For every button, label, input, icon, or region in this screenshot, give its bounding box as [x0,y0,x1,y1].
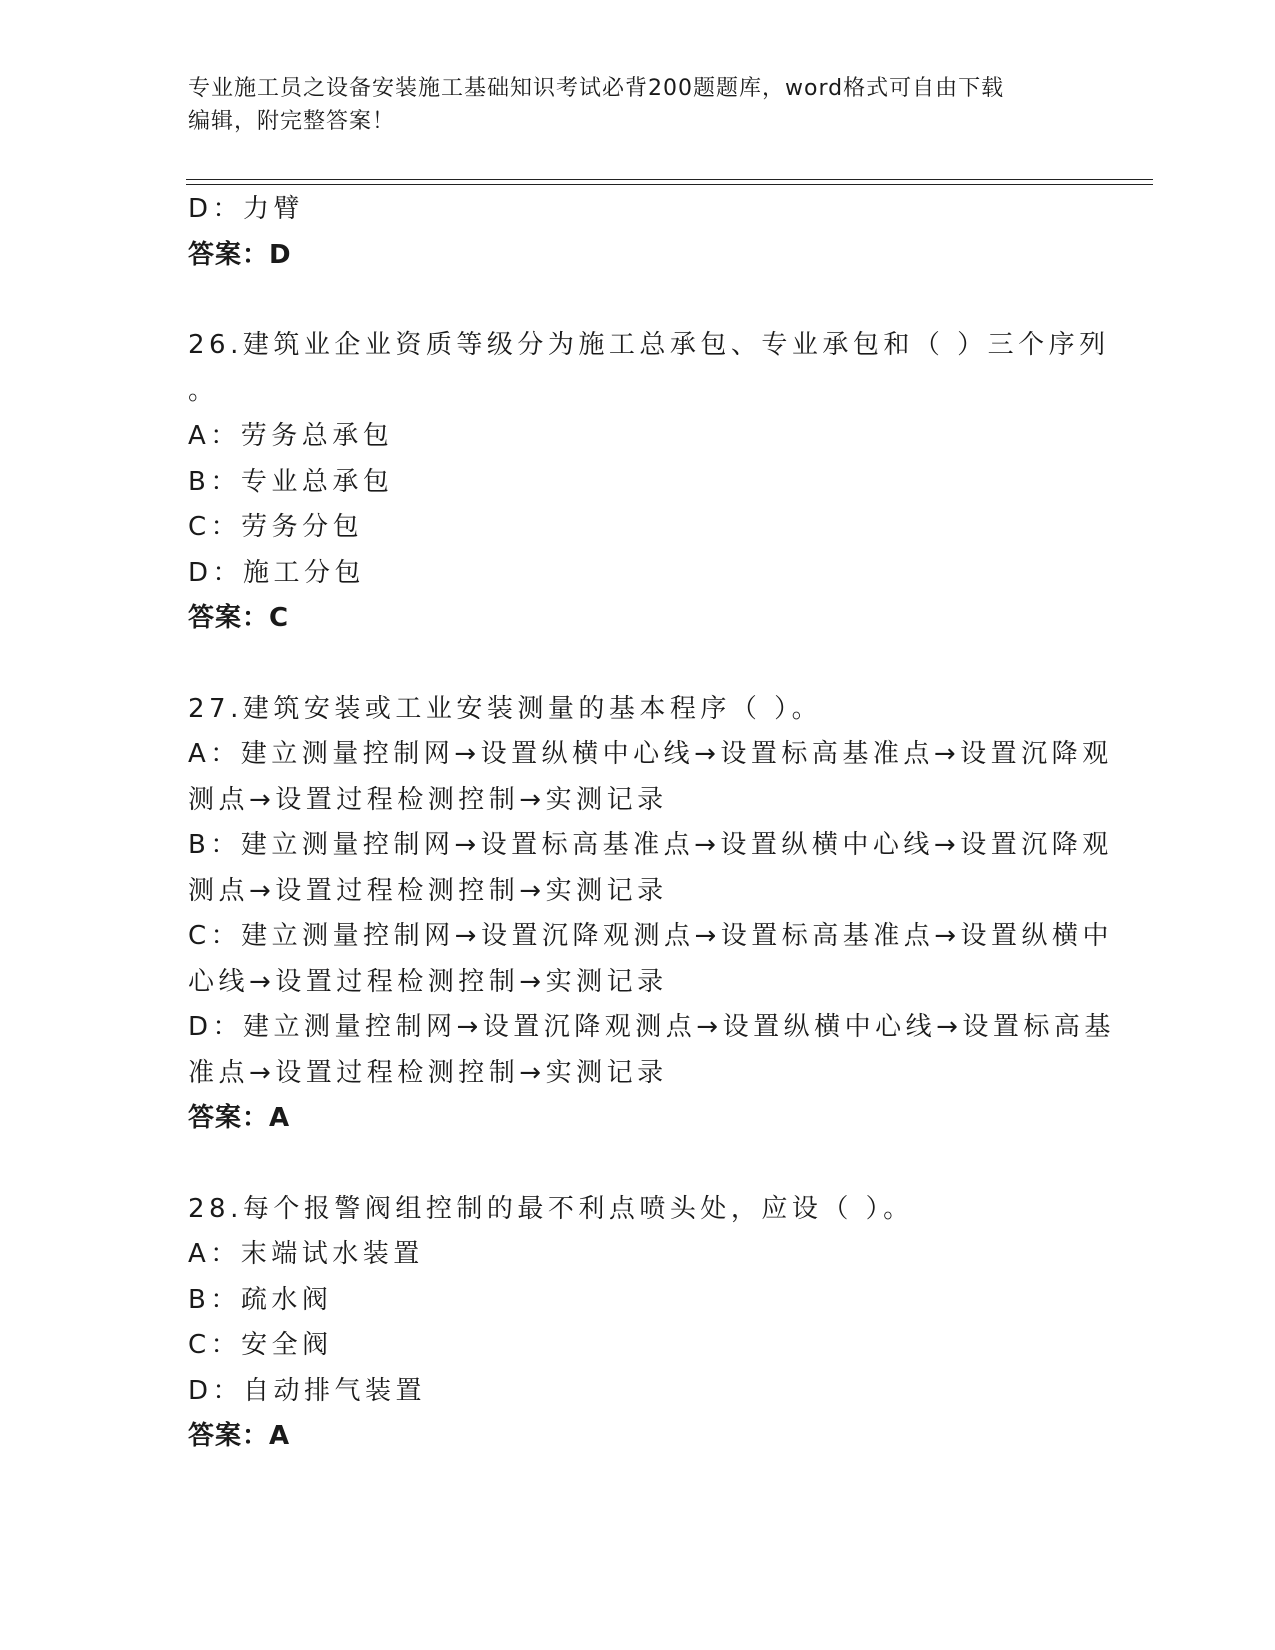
header-divider-top [186,179,1153,180]
prev-answer: 答案：D [188,239,292,270]
prev-option-d: D：力臂 [188,194,305,224]
q28-answer: 答案：A [188,1421,291,1451]
q26-option-a: A：劳务总承包 [188,421,394,451]
q28-option-b: B：疏水阀 [188,1284,333,1315]
q27-option-a-line1: A：建立测量控制网→设置纵横中心线→设置标高基准点→设置沉降观 [188,739,1113,769]
q27-option-c-line2: 心线→设置过程检测控制→实测记录 [188,966,668,997]
q27-option-c-line1: C：建立测量控制网→设置沉降观测点→设置标高基准点→设置纵横中 [188,921,1114,951]
q26-option-c: C：劳务分包 [188,512,364,542]
q27-option-a-line2: 测点→设置过程检测控制→实测记录 [188,784,668,815]
header-title-line2: 编辑，附完整答案！ [188,109,396,134]
q28-option-a: A：末端试水装置 [188,1239,424,1269]
q27-stem: 27.建筑安装或工业安装测量的基本程序（ ）。 [188,693,823,724]
q27-option-b-line2: 测点→设置过程检测控制→实测记录 [188,875,668,906]
spacer [188,278,1088,323]
header-title-line1: 专业施工员之设备安装施工基础知识考试必背200题题库，word格式可自由下载 [188,76,1005,101]
q26-stem-line2: 。 [188,375,219,406]
q26-stem-line1: 26.建筑业企业资质等级分为施工总承包、专业承包和（ ）三个序列 [188,330,1110,360]
q28-option-c: C：安全阀 [188,1330,333,1360]
document-header [188,72,1068,138]
q27-answer: 答案：A [188,1103,291,1133]
q28-option-d: D：自动排气装置 [188,1375,427,1406]
q27-option-b-line1: B：建立测量控制网→设置标高基准点→设置纵横中心线→设置沉降观 [188,830,1113,860]
q26-answer: 答案：C [188,603,290,633]
header-divider-bottom [186,184,1153,185]
question-content [188,187,1115,1460]
q26-option-b: B：专业总承包 [188,466,394,497]
spacer [188,1142,1088,1187]
q28-stem: 28.每个报警阀组控制的最不利点喷头处，应设（ ）。 [188,1193,914,1224]
spacer [188,642,1088,687]
q27-option-d-line1: D：建立测量控制网→设置沉降观测点→设置纵横中心线→设置标高基 [188,1012,1115,1042]
q27-option-d-line2: 准点→设置过程检测控制→实测记录 [188,1057,668,1088]
q26-option-d: D：施工分包 [188,557,366,588]
